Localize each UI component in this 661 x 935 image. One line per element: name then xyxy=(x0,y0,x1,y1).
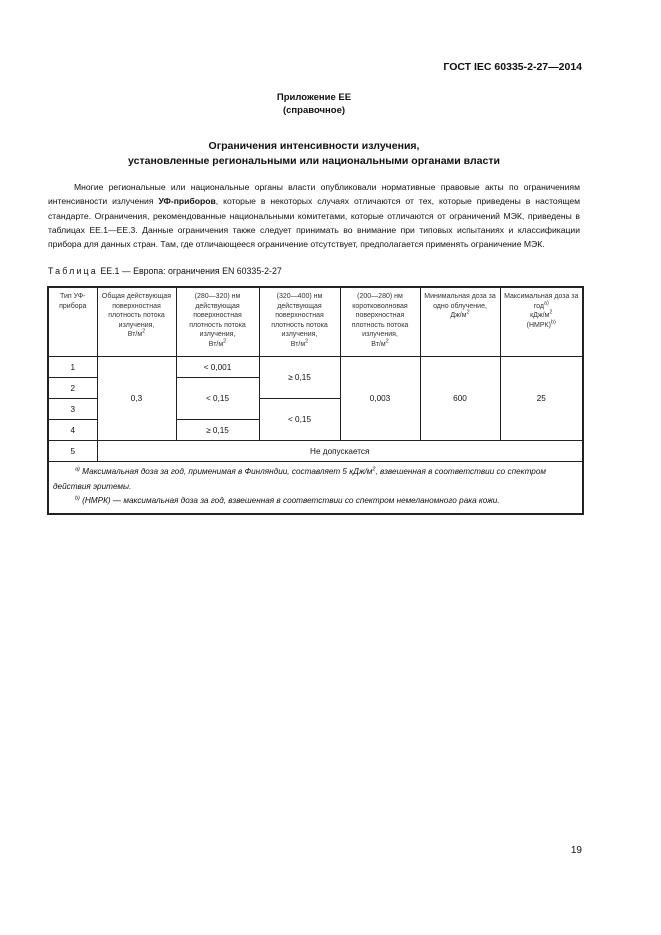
header-200-280: (200—280) нм коротковолновая поверхностная плотность потока излучения, $Вт/м^2$ xyxy=(340,287,420,357)
cell-r23-280-320: < 0,15 xyxy=(176,378,259,420)
heading-line-2: установленные региональными или национальными органами власти xyxy=(128,154,500,167)
cell-r4-280-320: ≥ 0,15 xyxy=(176,420,259,441)
table-header-row xyxy=(48,287,583,357)
table-footnotes xyxy=(48,462,583,514)
cell-type5-not-allowed: Не допускается xyxy=(97,441,583,462)
footnote-b: $^{b)}$ (НМРК) — максимальная доза за год, взвешенная в соответствии со спектром немеланомного рака кожи. xyxy=(75,495,500,505)
table-row xyxy=(48,441,583,462)
cell-r12-320-400: ≥ 0,15 xyxy=(259,357,340,399)
section-heading xyxy=(0,139,628,168)
body-paragraph xyxy=(48,180,580,251)
table-caption-label: Таблица xyxy=(48,266,98,276)
header-min-dose: Минимальная доза за одно облучение, $Дж/м^2$ xyxy=(420,287,500,357)
cell-total: 0,3 xyxy=(97,357,176,441)
cell-r34-320-400: < 0,15 xyxy=(259,399,340,441)
body-text-start: Многие региональные или национальные органы власти опубликовали нормативные правовые акты по ограничениям интенсивности излучения xyxy=(48,182,580,207)
row-type-3: 3 xyxy=(48,399,97,420)
row-type-1: 1 xyxy=(48,357,97,378)
table-caption xyxy=(48,266,282,276)
cell-200-280: 0,003 xyxy=(340,357,420,441)
footnote-a: $^{а)}$ Максимальная доза за год, применимая в Финляндии, составляет 5 кДж/$м^2$, взвешенная в соответствии со спектром действия эритемы. xyxy=(53,466,547,491)
annex-subtitle: (справочное) xyxy=(282,105,346,116)
row-type-5: 5 xyxy=(48,441,97,462)
body-bold-term: УФ-приборов xyxy=(158,196,216,207)
cell-r1-280-320: < 0,001 xyxy=(176,357,259,378)
cell-max-dose: 25 xyxy=(500,357,583,441)
header-280-320: (280—320) нм действующая поверхностная плотность потока излучения, $Вт/м^2$ xyxy=(176,287,259,357)
header-type: Тип УФ-прибора xyxy=(48,287,97,357)
row-type-4: 4 xyxy=(48,420,97,441)
body-text-rest: , которые в некоторых случаях отличаются от тех, которые приведены в настоящем стандарте. Ограничения, рекомендованные национальными комитетами, которые отличаются от ограничений МЭК, приведены в таблицах ЕЕ.1—ЕЕ.3. Данные ограничения также следует принимать во внимание при типовых испытаниях и классификации прибора для данных стран. Там, где отличающееся ограничение отсутствует, предполагается применять ограничение МЭК. xyxy=(48,196,581,250)
cell-min-dose: 600 xyxy=(420,357,500,441)
header-max-dose: Максимальная доза за год$^{а)}$ кДж/$м^2$ (НМРК)$^{b)}$ xyxy=(500,287,583,357)
annex-block xyxy=(0,91,628,117)
page-number: 19 xyxy=(570,845,582,856)
heading-line-1: Ограничения интенсивности излучения, xyxy=(208,140,420,152)
document-header: ГОСТ IEC 60335-2-27—2014 xyxy=(443,61,582,73)
row-type-2: 2 xyxy=(48,378,97,399)
body-text xyxy=(48,180,580,251)
header-total: Общая действующая поверхностная плотность потока излучения, $Вт/м^2$ xyxy=(97,287,176,357)
limits-table xyxy=(47,286,584,515)
table-footnotes-row xyxy=(48,462,583,514)
table-row xyxy=(48,357,583,378)
annex-title: Приложение ЕЕ xyxy=(276,92,352,103)
header-320-400: (320—400) нм действующая поверхностная плотность потока излучения, $Вт/м^2$ xyxy=(259,287,340,357)
table-caption-text: ЕЕ.1 — Европа: ограничения EN 60335-2-27 xyxy=(97,266,282,276)
